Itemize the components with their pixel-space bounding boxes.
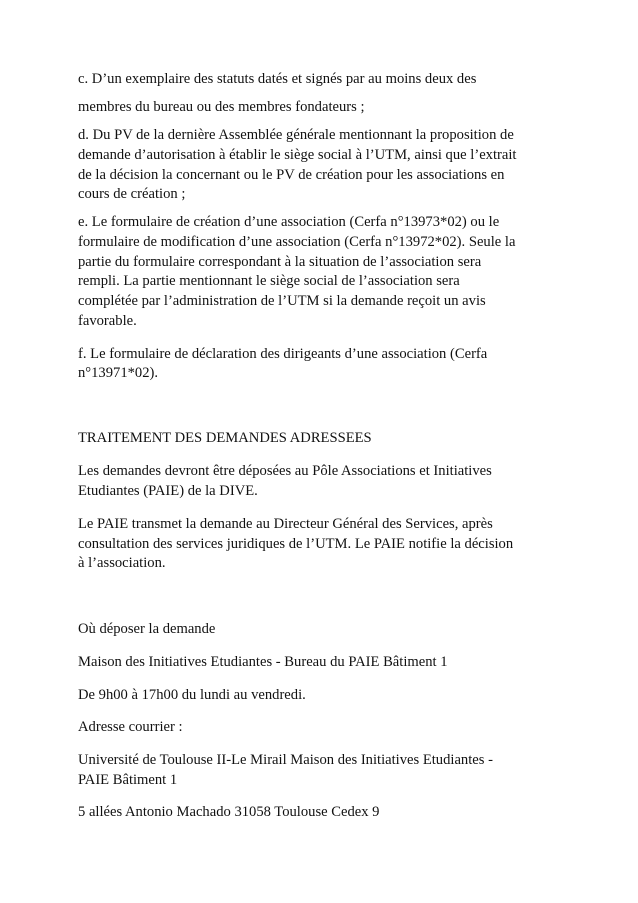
para-c-line: membres du bureau ou des membres fondateurs ; — [78, 99, 365, 115]
section-heading-depot: Où déposer la demande — [78, 621, 216, 637]
para-e-line: rempli. La partie mentionnant le siège social de l’association sera — [78, 273, 460, 289]
traitement-para-1-line: Les demandes devront être déposées au Pôle Associations et Initiatives — [78, 463, 492, 479]
traitement-para-2-line: Le PAIE transmet la demande au Directeur Général des Services, après — [78, 516, 493, 532]
mail-address-line: PAIE Bâtiment 1 — [78, 772, 178, 788]
para-d-line: cours de création ; — [78, 186, 186, 202]
para-f-line: n°13971*02). — [78, 365, 159, 381]
para-d-line: d. Du PV de la dernière Assemblée générale mentionnant la proposition de — [78, 127, 514, 143]
para-e-line: formulaire de modification d’une association (Cerfa n°13972*02). Seule la — [78, 234, 516, 250]
traitement-para-2-line: consultation des services juridiques de l’UTM. Le PAIE notifie la décision — [78, 536, 514, 552]
mail-address-label: Adresse courrier : — [78, 719, 183, 735]
section-heading-traitement: TRAITEMENT DES DEMANDES ADRESSEES — [78, 430, 372, 446]
depot-hours: De 9h00 à 17h00 du lundi au vendredi. — [78, 687, 306, 703]
mail-address-city: 5 allées Antonio Machado 31058 Toulouse Cedex 9 — [78, 804, 380, 820]
traitement-para-2-line: à l’association. — [78, 555, 166, 571]
para-d-line: de la décision la concernant ou le PV de création pour les associations en — [78, 167, 505, 183]
para-f-line: f. Le formulaire de déclaration des dirigeants d’une association (Cerfa — [78, 346, 488, 362]
para-e-line: e. Le formulaire de création d’une association (Cerfa n°13973*02) ou le — [78, 214, 500, 230]
para-d-line: demande d’autorisation à établir le siège social à l’UTM, ainsi que l’extrait — [78, 147, 517, 163]
traitement-para-1-line: Etudiantes (PAIE) de la DIVE. — [78, 483, 258, 499]
mail-address-line: Université de Toulouse II-Le Mirail Maison des Initiatives Etudiantes - — [78, 752, 493, 768]
depot-location: Maison des Initiatives Etudiantes - Bureau du PAIE Bâtiment 1 — [78, 654, 448, 670]
para-e-line: favorable. — [78, 313, 137, 329]
para-e-line: complétée par l’administration de l’UTM si la demande reçoit un avis — [78, 293, 486, 309]
para-e-line: partie du formulaire correspondant à la situation de l’association sera — [78, 254, 482, 270]
para-c-line: c. D’un exemplaire des statuts datés et signés par au moins deux des — [78, 71, 477, 87]
